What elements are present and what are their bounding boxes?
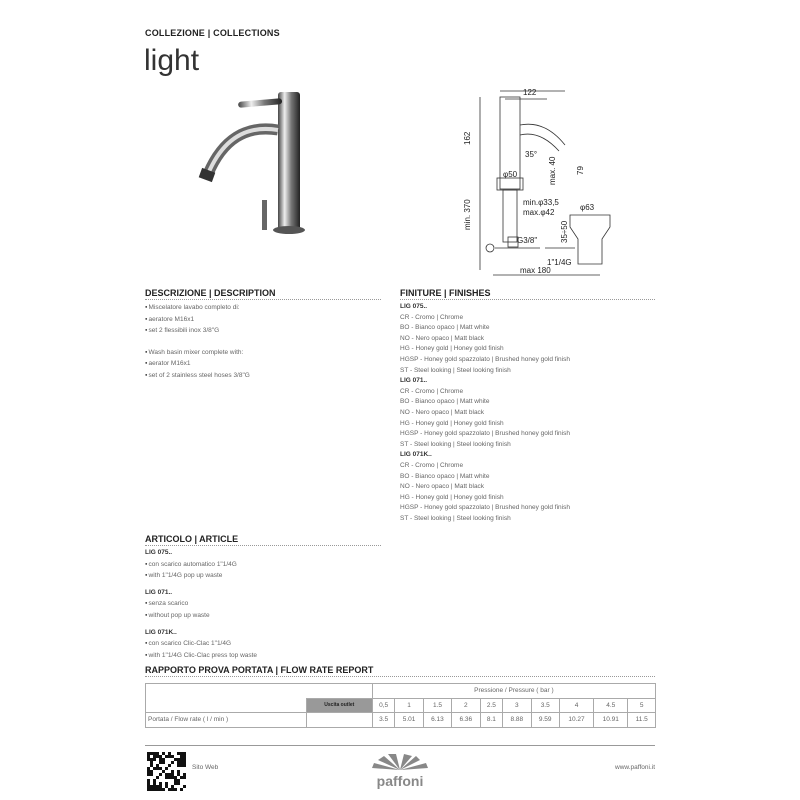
pressure-value: 4.5 [594, 698, 628, 713]
description-item: ● aeratore M16x1 [145, 314, 381, 326]
finish-item: CR - Cromo | Chrome [400, 313, 464, 321]
finishes-title: FINITURE | FINISHES [400, 288, 655, 300]
description-section [145, 288, 381, 382]
finish-item: BO - Bianco opaco | Matt white [400, 472, 490, 480]
dim-max180: max 180 [520, 266, 551, 275]
finish-item: NO - Nero opaco | Matt black [400, 408, 485, 416]
pressure-value: 5 [628, 698, 656, 713]
finish-item: CR - Cromo | Chrome [400, 387, 464, 395]
flow-rate-value: 6.36 [452, 713, 480, 728]
pressure-value: 2.5 [480, 698, 503, 713]
dim-122: 122 [523, 88, 537, 97]
pressure-value: 1 [395, 698, 423, 713]
finish-item: HGSP - Honey gold spazzolato | Brushed honey gold finish [400, 504, 570, 512]
flow-rate-value: 8.88 [503, 713, 531, 728]
flow-title: RAPPORTO PROVA PORTATA | FLOW RATE REPORT [145, 665, 655, 677]
description-item: ● set 2 flessibili inox 3/8"G [145, 325, 381, 337]
row-label: Portata / Flow rate ( l / min ) [146, 713, 307, 728]
flow-rate-value: 9.59 [531, 713, 559, 728]
pressure-value: 1.5 [423, 698, 451, 713]
article-item: ● with 1"1/4G Clic-Clac press top waste [145, 650, 381, 662]
finishes-section [400, 288, 655, 524]
finish-group-code: LIG 075.. [400, 303, 428, 310]
pressure-value: 2 [452, 698, 480, 713]
finish-item: ST - Steel looking | Steel looking finish [400, 514, 511, 522]
finish-item: CR - Cromo | Chrome [400, 461, 464, 469]
finish-group-code: LIG 071K.. [400, 451, 432, 459]
flow-rate-value: 10.27 [559, 713, 593, 728]
finish-group-code: LIG 071.. [400, 377, 428, 385]
flow-rate-value: 3.5 [372, 713, 395, 728]
pressure-value: 0,5 [372, 698, 395, 713]
dim-max42: max.φ42 [523, 208, 555, 217]
article-item: ● con scarico Clic-Clac 1"1/4G [145, 638, 381, 650]
product-name: light [144, 44, 200, 77]
article-section [145, 534, 381, 661]
faucet-image [190, 82, 330, 242]
article-item: ● with 1"1/4G pop up waste [145, 570, 381, 582]
site-label: Sito Web [192, 764, 219, 771]
dim-g38: G3/8" [517, 236, 538, 245]
dim-min370: min. 370 [463, 199, 472, 230]
dim-min33: min.φ33,5 [523, 198, 559, 207]
finish-item: HGSP - Honey gold spazzolato | Brushed honey gold finish [400, 355, 570, 363]
article-title: ARTICOLO | ARTICLE [145, 534, 381, 546]
flow-rate-value: 5.01 [395, 713, 423, 728]
description-title: DESCRIZIONE | DESCRIPTION [145, 288, 381, 300]
flow-rate-value: 10.91 [594, 713, 628, 728]
finish-item: HG - Honey gold | Honey gold finish [400, 419, 504, 427]
flow-rate-value: 11.5 [628, 713, 656, 728]
dim-114g: 1"1/4G [547, 258, 572, 267]
dim-35-50: 35÷50 [560, 220, 569, 243]
article-item: ● con scarico automatico 1"1/4G [145, 559, 381, 571]
article-item: ● without pop up waste [145, 610, 381, 622]
description-item: ● aerator M16x1 [145, 358, 381, 370]
pressure-header: Pressione / Pressure ( bar ) [372, 684, 655, 699]
finish-item: NO - Nero opaco | Matt black [400, 334, 485, 342]
finish-item: NO - Nero opaco | Matt black [400, 483, 485, 491]
finish-item: ST - Steel looking | Steel looking finish [400, 440, 511, 448]
finish-item: HG - Honey gold | Honey gold finish [400, 493, 504, 501]
flow-rate-value: 6.13 [423, 713, 451, 728]
dim-79: 79 [576, 166, 585, 175]
finish-item: HGSP - Honey gold spazzolato | Brushed honey gold finish [400, 430, 570, 438]
dim-162: 162 [463, 131, 472, 145]
description-item: ● Miscelatore lavabo completo di: [145, 302, 381, 314]
flow-rate-table [145, 683, 656, 728]
technical-drawing [455, 85, 625, 280]
dim-63: φ63 [580, 203, 595, 212]
qr-code[interactable] [147, 752, 187, 792]
pressure-value: 4 [559, 698, 593, 713]
article-code: LIG 075.. [145, 549, 173, 556]
article-item: ● senza scarico [145, 598, 381, 610]
finish-item: ST - Steel looking | Steel looking finish [400, 366, 511, 374]
dim-50: φ50 [503, 170, 518, 179]
svg-text:paffoni: paffoni [376, 773, 424, 789]
finish-item: BO - Bianco opaco | Matt white [400, 324, 490, 332]
description-item: ● set of 2 stainless steel hoses 3/8"G [145, 370, 381, 382]
dim-max40: max. 40 [548, 156, 557, 185]
outlet-header: Uscita outlet [306, 698, 372, 713]
pressure-value: 3 [503, 698, 531, 713]
finish-item: BO - Bianco opaco | Matt white [400, 398, 490, 406]
description-item: ● Wash basin mixer complete with: [145, 347, 381, 359]
pressure-value: 3.5 [531, 698, 559, 713]
footer-divider [145, 745, 655, 746]
article-code: LIG 071.. [145, 588, 173, 596]
dim-angle: 35° [525, 150, 538, 159]
website-url[interactable]: www.paffoni.it [615, 764, 655, 771]
collection-label: COLLEZIONE | COLLECTIONS [145, 28, 280, 38]
finish-item: HG - Honey gold | Honey gold finish [400, 345, 504, 353]
article-code: LIG 071K.. [145, 628, 177, 636]
paffoni-logo [370, 752, 430, 792]
flow-rate-value: 8.1 [480, 713, 503, 728]
